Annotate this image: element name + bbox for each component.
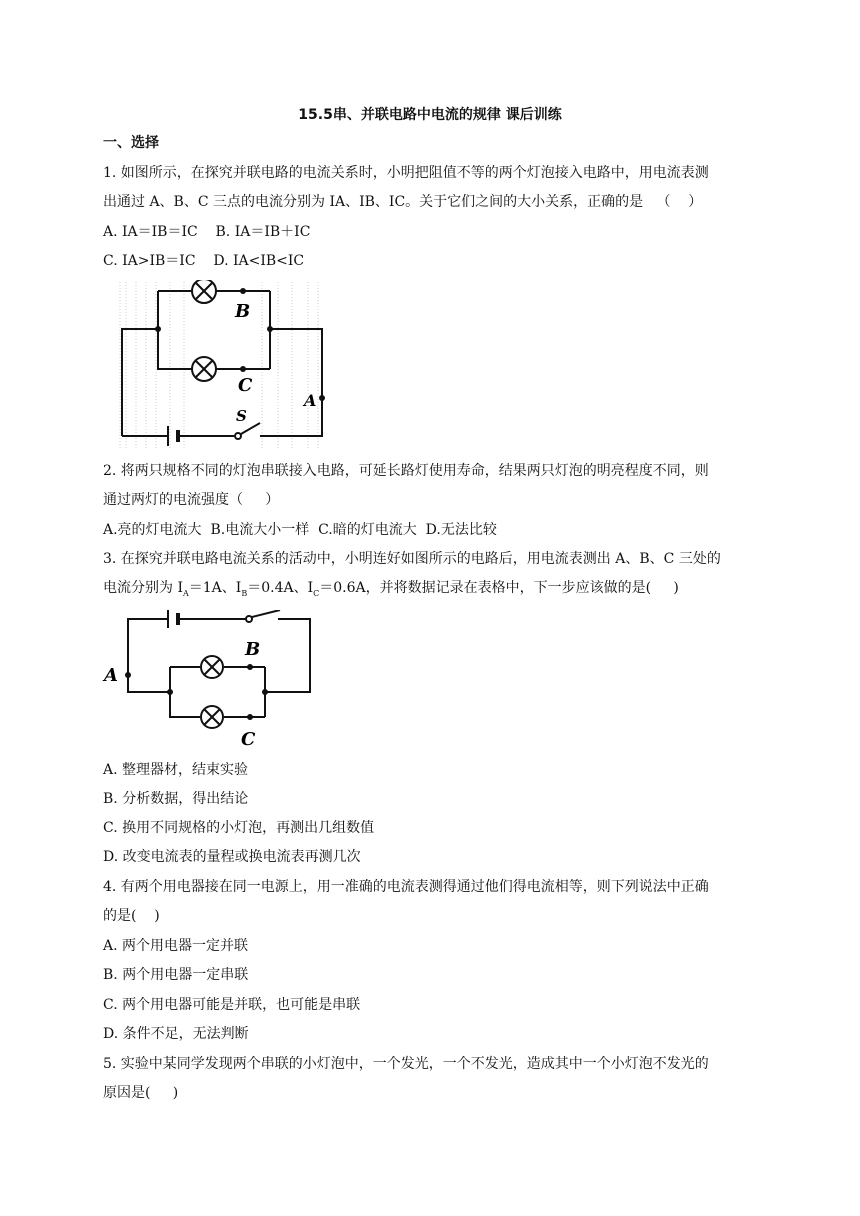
q1-label-b: B bbox=[235, 301, 251, 322]
q3-label-c: C bbox=[241, 729, 256, 750]
q4-option-d: D. 条件不足，无法判断 bbox=[103, 1026, 249, 1042]
document-title: 15.5串、并联电路中电流的规律 课后训练 bbox=[298, 107, 562, 123]
q4-option-c: C. 两个用电器可能是并联，也可能是串联 bbox=[103, 997, 361, 1013]
section-heading: 一、选择 bbox=[103, 135, 159, 151]
q1-label-s: S bbox=[236, 407, 247, 425]
q2-stem-line2: 通过两灯的电流强度（ ） bbox=[103, 492, 280, 508]
q3-label-a: A bbox=[104, 665, 118, 686]
q4-stem-line1: 4. 有两个用电器接在同一电源上，用一准确的电流表测得通过他们得电流相等，则下列说法中正确 bbox=[103, 879, 709, 895]
q4-option-b: B. 两个用电器一定串联 bbox=[103, 967, 249, 983]
q3-option-d: D. 改变电流表的量程或换电流表再测几次 bbox=[103, 849, 361, 865]
q3-circuit-diagram bbox=[100, 610, 320, 750]
q4-stem-line2: 的是( ) bbox=[103, 908, 160, 924]
q1-stem-line1: 1. 如图所示，在探究并联电路的电流关系时，小明把阻值不等的两个灯泡接入电路中，用电流表测 bbox=[103, 165, 709, 181]
q3-option-b: B. 分析数据，得出结论 bbox=[103, 791, 249, 807]
q1-label-a: A bbox=[304, 391, 317, 410]
q2-stem-line1: 2. 将两只规格不同的灯泡串联接入电路，可延长路灯使用寿命，结果两只灯泡的明亮程度不同，则 bbox=[103, 463, 709, 479]
q4-option-a: A. 两个用电器一定并联 bbox=[103, 938, 249, 954]
q5-stem-line1: 5. 实验中某同学发现两个串联的小灯泡中，一个发光，一个不发光，造成其中一个小灯泡不发光的 bbox=[103, 1056, 709, 1072]
q3-option-c: C. 换用不同规格的小灯泡，再测出几组数值 bbox=[103, 820, 375, 836]
q1-options-cd: C. IA>IB＝IC D. IA<IB<IC bbox=[103, 253, 305, 269]
q1-options-ab: A. IA＝IB＝IC B. IA＝IB＋IC bbox=[103, 224, 311, 240]
q2-options: A.亮的灯电流大 B.电流大小一样 C.暗的灯电流大 D.无法比较 bbox=[103, 522, 497, 538]
q3-stem-line1: 3. 在探究并联电路电流关系的活动中，小明连好如图所示的电路后，用电流表测出 A、B、C 三处的 bbox=[103, 551, 721, 567]
q1-stem-line2: 出通过 A、B、C 三点的电流分别为 IA、IB、IC。关于它们之间的大小关系，正确的是 （ ） bbox=[103, 194, 703, 210]
q3-stem-line2: 电流分别为 $I_A=1A$、$I_B=0.4A$、$I_C=0.6A$，并将数据记录在表格中，下一步应该做的是( ) bbox=[103, 580, 679, 598]
q1-label-c: C bbox=[238, 375, 253, 396]
q3-label-b: B bbox=[245, 639, 261, 660]
q1-circuit-diagram bbox=[112, 280, 332, 450]
q3-option-a: A. 整理器材，结束实验 bbox=[103, 762, 249, 778]
q5-stem-line2: 原因是( ) bbox=[103, 1085, 179, 1101]
